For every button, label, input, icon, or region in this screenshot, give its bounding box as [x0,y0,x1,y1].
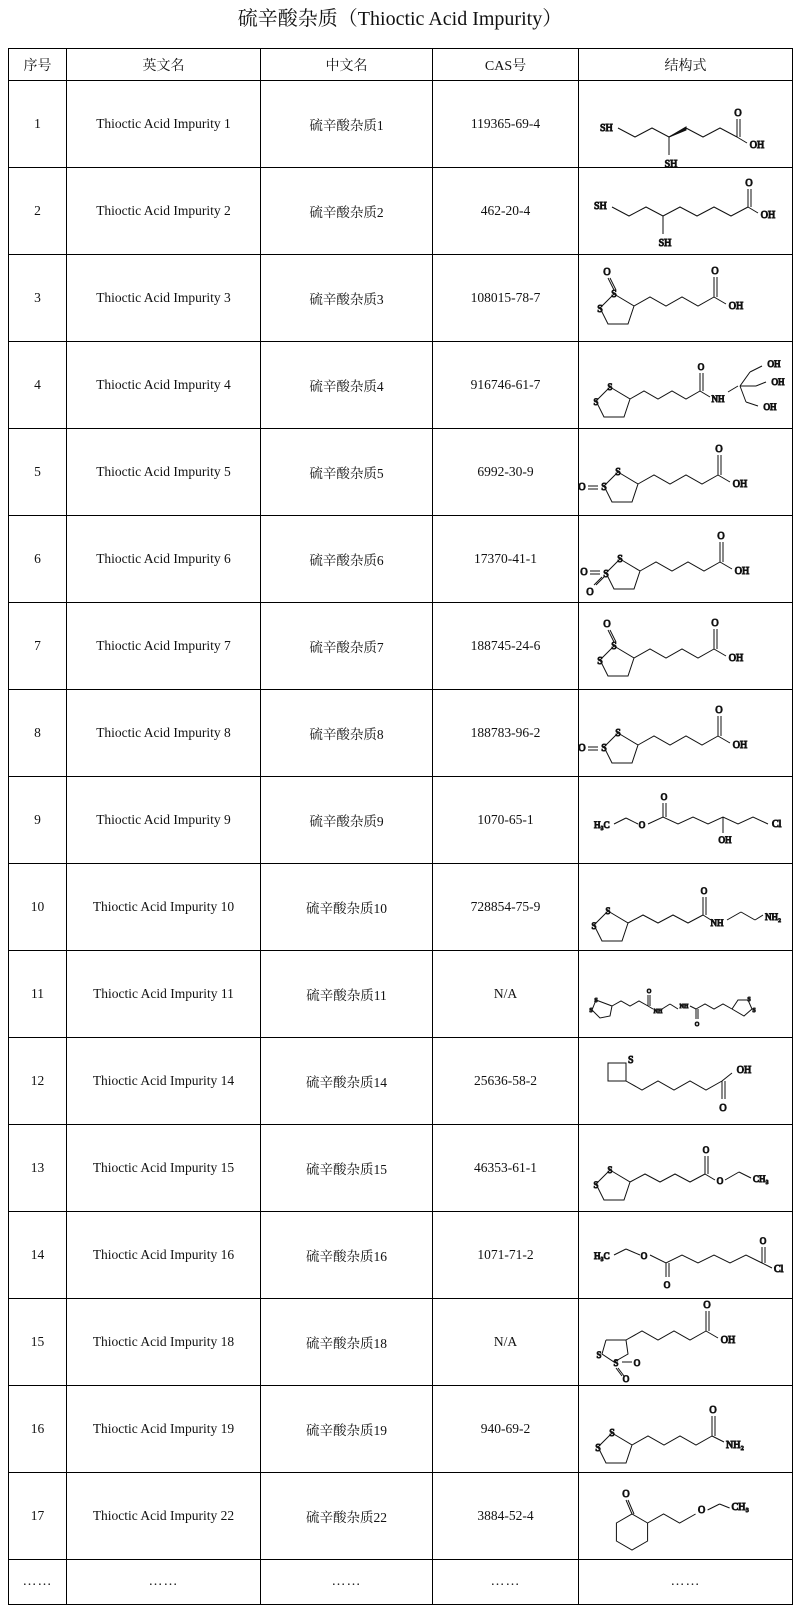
atom-label: S [751,1008,756,1014]
structure-cell [579,1299,793,1386]
table-row [9,777,793,864]
table-row-ellipsis [9,1560,793,1605]
atom-label: S [604,906,611,916]
english-name: Thioctic Acid Impurity 2 [67,168,261,255]
chinese-name: 硫辛酸杂质2 [261,168,433,255]
english-name: Thioctic Acid Impurity 8 [67,690,261,777]
atom-label: S [600,743,607,754]
table-row [9,690,793,777]
atom-label: O [733,108,742,119]
atom-label: S [594,1443,601,1454]
cas-number: 916746-61-7 [433,342,579,429]
english-name: Thioctic Acid Impurity 9 [67,777,261,864]
ethyl-chloro-hydroxy-octanoate-structure [586,780,786,860]
atom-label: O [638,820,645,830]
atom-label: S [596,656,603,667]
atom-label: S [606,382,613,392]
chinese-name: 硫辛酸杂质1 [261,81,433,168]
chinese-name: 硫辛酸杂质11 [261,951,433,1038]
atom-label: O [697,1505,705,1516]
ellipsis-cell: …… [579,1560,793,1605]
ethoxyethyl-cyclohexanone-structure [586,1476,786,1556]
atom-label: OH [760,210,775,221]
ellipsis-cell: …… [433,1560,579,1605]
cas-number: 6992-30-9 [433,429,579,516]
table-row [9,342,793,429]
chinese-name: 硫辛酸杂质10 [261,864,433,951]
atom-label: SH [664,159,677,170]
structure-bonds [595,1405,744,1463]
atom-label: O [716,1176,723,1186]
dithiolane-s-oxide-acid-structure [586,258,786,338]
structure-bonds [578,705,747,763]
column-header-structure: 结构式 [579,49,793,81]
structure-bonds [594,792,782,845]
chinese-name: 硫辛酸杂质14 [261,1038,433,1125]
atom-label: S [592,1180,599,1190]
atom-label: O [660,792,667,802]
structure-bonds [593,359,785,417]
ellipsis-cell: …… [261,1560,433,1605]
atom-label: O [640,1251,647,1261]
atom-label: O [585,587,594,598]
atom-label: S [608,1428,615,1439]
table-row [9,864,793,951]
structure-bonds [594,1236,784,1290]
row-number: 6 [9,516,67,603]
atom-label: O [710,618,719,629]
english-name: Thioctic Acid Impurity 16 [67,1212,261,1299]
chinese-name: 硫辛酸杂质16 [261,1212,433,1299]
atom-label: O [621,1489,630,1500]
english-name: Thioctic Acid Impurity 15 [67,1125,261,1212]
table-row [9,603,793,690]
atom-label: SH [658,238,671,249]
english-name: Thioctic Acid Impurity 7 [67,603,261,690]
table-row [9,429,793,516]
cas-number: 188783-96-2 [433,690,579,777]
chinese-name: 硫辛酸杂质6 [261,516,433,603]
structure-cell [579,1386,793,1473]
table-row [9,1299,793,1386]
atom-label: O [577,482,586,493]
structure-cell [579,864,793,951]
english-name: Thioctic Acid Impurity 3 [67,255,261,342]
dithiol-octanoic-acid-structure [586,171,786,251]
structure-cell [579,81,793,168]
atom-label: O [663,1280,670,1290]
atom-label: OH [749,140,764,151]
english-name: Thioctic Acid Impurity 5 [67,429,261,516]
page-title: 硫辛酸杂质（Thioctic Acid Impurity） [237,8,563,30]
structure-bonds [597,266,743,324]
structure-cell [579,1125,793,1212]
ellipsis-cell: …… [9,1560,67,1605]
cas-number: 188745-24-6 [433,603,579,690]
atom-label: O [602,267,611,278]
dithiolane-tris-amide-structure [586,345,786,425]
table-header-row [9,49,793,81]
column-header-number: 序号 [9,49,67,81]
cas-number: 728854-75-9 [433,864,579,951]
atom-label: NH [679,1004,688,1010]
atom-label: O [708,1405,717,1416]
structure-cell [579,342,793,429]
atom-label: H₃C [593,1251,610,1261]
structure-cell [579,951,793,1038]
atom-label: O [710,266,719,277]
table-row [9,516,793,603]
chinese-name: 硫辛酸杂质18 [261,1299,433,1386]
atom-label: NH [653,1009,662,1015]
dithiolane-dioxide-acid-alt-structure [586,1302,786,1382]
english-name: Thioctic Acid Impurity 4 [67,342,261,429]
cas-number: 25636-58-2 [433,1038,579,1125]
dithiolane-amide-structure [586,1389,786,1469]
atom-label: O [744,178,753,189]
structure-cell [579,516,793,603]
structure-bonds [597,618,743,676]
chinese-name: 硫辛酸杂质4 [261,342,433,429]
table-row [9,1125,793,1212]
atom-label: S [616,554,623,565]
structure-cell [579,1038,793,1125]
structure-bonds [589,989,755,1028]
dithiolane-s-oxide-acid-alt-stereo-structure [577,693,786,773]
impurity-table [8,48,793,1605]
atom-label: OH [728,301,743,312]
row-number: 2 [9,168,67,255]
english-name: Thioctic Acid Impurity 6 [67,516,261,603]
atom-label: S [596,304,603,315]
dithiolane-s-oxide-acid-alt-structure [577,432,786,512]
atom-label: S [612,1358,619,1368]
row-number: 9 [9,777,67,864]
ellipsis-cell: …… [67,1560,261,1605]
structure-bonds [594,178,775,249]
cas-number: 3884-52-4 [433,1473,579,1560]
row-number: 3 [9,255,67,342]
structure-cell [579,168,793,255]
atom-label: S [627,1055,634,1066]
cas-number: 462-20-4 [433,168,579,255]
table-row [9,255,793,342]
atom-label: H₃C [593,820,610,830]
atom-label: SH [599,123,613,134]
atom-label: CH₃ [752,1174,769,1184]
atom-label: O [700,886,707,896]
atom-label: S [593,998,598,1004]
atom-label: O [577,743,586,754]
cas-number: 940-69-2 [433,1386,579,1473]
atom-label: S [592,397,599,407]
column-header-chinese-name: 中文名 [261,49,433,81]
atom-label: O [622,1374,629,1384]
table-row [9,168,793,255]
atom-label: NH₂ [725,1440,744,1451]
dithiolane-ethyl-ester-structure [586,1128,786,1208]
row-number: 14 [9,1212,67,1299]
atom-label: S [614,467,621,478]
structure-bonds [608,1055,751,1114]
chinese-name: 硫辛酸杂质3 [261,255,433,342]
atom-label: OH [736,1065,751,1076]
atom-label: S [614,728,621,739]
english-name: Thioctic Acid Impurity 1 [67,81,261,168]
atom-label: Cl [771,819,781,830]
table-row [9,1473,793,1560]
structure-bonds [578,444,747,502]
table-row [9,951,793,1038]
atom-label: O [716,531,725,542]
chinese-name: 硫辛酸杂质5 [261,429,433,516]
atom-label: S [595,1350,602,1360]
table-row [9,1386,793,1473]
atom-label: O [579,567,588,578]
row-number: 5 [9,429,67,516]
row-number: 1 [9,81,67,168]
cas-number: 46353-61-1 [433,1125,579,1212]
structure-bonds [591,886,781,941]
table-row [9,1212,793,1299]
atom-label: S [606,1165,613,1175]
atom-label: OH [732,479,747,490]
row-number: 13 [9,1125,67,1212]
english-name: Thioctic Acid Impurity 14 [67,1038,261,1125]
atom-label: S [600,482,607,493]
structure-cell [579,429,793,516]
chinese-name: 硫辛酸杂质22 [261,1473,433,1560]
thietane-heptanoic-acid-structure [586,1041,786,1121]
cas-number: 119365-69-4 [433,81,579,168]
atom-label: CH₃ [731,1502,749,1513]
atom-label: OH [718,835,731,845]
structure-cell [579,1473,793,1560]
row-number: 11 [9,951,67,1038]
atom-label: OH [734,566,749,577]
row-number: 4 [9,342,67,429]
structure-cell [579,690,793,777]
structure-cell [579,603,793,690]
atom-label: SH [593,201,607,212]
row-number: 7 [9,603,67,690]
atom-label: O [714,444,723,455]
ethyl-adipoyl-chloride-structure [586,1215,786,1295]
atom-label: NH [710,918,723,928]
bis-dithiolane-ethylenediamide-structure [586,954,786,1034]
atom-label: O [694,1022,699,1028]
atom-label: Cl [773,1264,783,1275]
row-number: 10 [9,864,67,951]
atom-label: O [646,989,651,995]
english-name: Thioctic Acid Impurity 11 [67,951,261,1038]
atom-label: O [697,362,704,372]
chinese-name: 硫辛酸杂质7 [261,603,433,690]
structure-bonds [580,531,749,598]
structure-bonds [600,108,764,170]
table-row [9,81,793,168]
table-body [9,81,793,1605]
row-number: 15 [9,1299,67,1386]
atom-label: OH [767,359,780,369]
atom-label: O [714,705,723,716]
atom-label: OH [763,402,776,412]
english-name: Thioctic Acid Impurity 18 [67,1299,261,1386]
chinese-name: 硫辛酸杂质8 [261,690,433,777]
atom-label: S [610,289,617,300]
row-number: 17 [9,1473,67,1560]
atom-label: NH₂ [764,912,781,922]
atom-label: OH [728,653,743,664]
english-name: Thioctic Acid Impurity 10 [67,864,261,951]
atom-label: O [602,619,611,630]
structure-bonds [596,1300,735,1384]
atom-label: OH [732,740,747,751]
chinese-name: 硫辛酸杂质9 [261,777,433,864]
atom-label: O [718,1103,727,1114]
atom-label: S [746,997,751,1003]
cas-number: 108015-78-7 [433,255,579,342]
dithiolane-dioxide-acid-structure [579,519,786,599]
atom-label: OH [720,1335,735,1346]
atom-label: O [759,1236,766,1246]
atom-label: NH [711,394,724,404]
atom-label: S [588,1008,593,1014]
cas-number: N/A [433,951,579,1038]
cas-number: N/A [433,1299,579,1386]
row-number: 8 [9,690,67,777]
dithiolane-aminoethyl-amide-structure [586,867,786,947]
atom-label: S [610,641,617,652]
structure-bonds [616,1489,749,1550]
atom-label: S [590,921,597,931]
atom-label: O [702,1145,709,1155]
table-row [9,1038,793,1125]
column-header-english-name: 英文名 [67,49,261,81]
structure-cell [579,255,793,342]
cas-number: 1071-71-2 [433,1212,579,1299]
chinese-name: 硫辛酸杂质19 [261,1386,433,1473]
cas-number: 17370-41-1 [433,516,579,603]
structure-bonds [593,1145,768,1200]
structure-cell [579,777,793,864]
column-header-cas: CAS号 [433,49,579,81]
cas-number: 1070-65-1 [433,777,579,864]
english-name: Thioctic Acid Impurity 22 [67,1473,261,1560]
structure-cell [579,1212,793,1299]
dithiol-octanoic-acid-stereo-structure [586,84,786,170]
row-number: 16 [9,1386,67,1473]
atom-label: O [633,1358,640,1368]
dithiolane-s-oxide-acid-stereo-structure [586,606,786,686]
row-number: 12 [9,1038,67,1125]
atom-label: S [602,569,609,580]
english-name: Thioctic Acid Impurity 19 [67,1386,261,1473]
atom-label: O [702,1300,711,1311]
chinese-name: 硫辛酸杂质15 [261,1125,433,1212]
atom-label: OH [771,377,784,387]
